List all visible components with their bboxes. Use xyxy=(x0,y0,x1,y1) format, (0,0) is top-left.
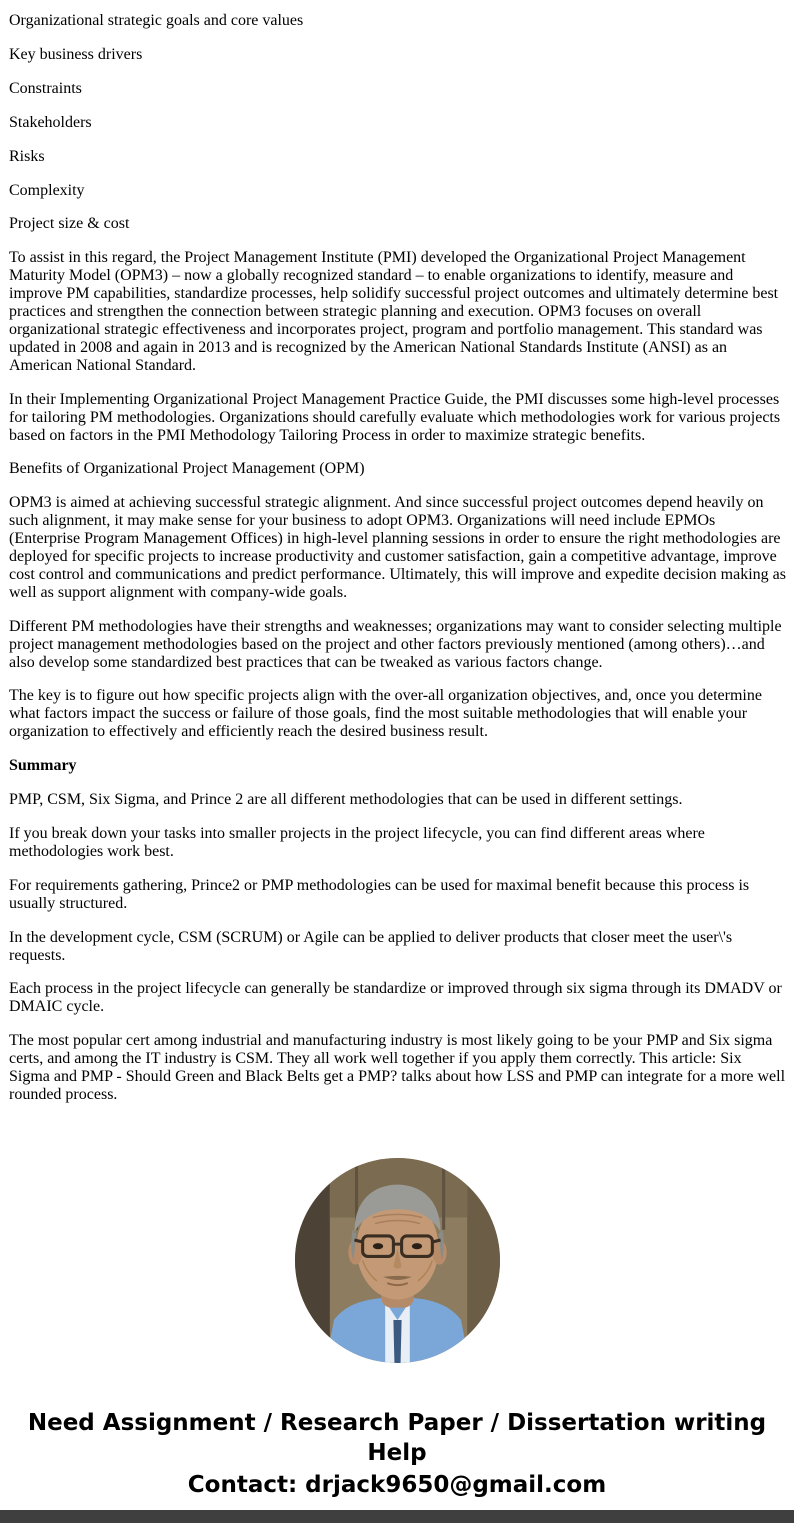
summary-paragraph-six-sigma: Each process in the project lifecycle can generally be standardize or improved through six sigma through its DMADV or DMAIC cycle. xyxy=(9,980,782,1016)
list-item-stakeholders: Stakeholders xyxy=(9,113,92,131)
author-photo-icon xyxy=(295,1158,500,1363)
list-item-risks: Risks xyxy=(9,147,45,165)
bottom-bar xyxy=(0,1510,794,1523)
paragraph-opm3-alignment: OPM3 is aimed at achieving successful strategic alignment. And since successful project outcomes depend heavily on such alignment, it may make sense for your business to adopt OPM3. Organizations will need include EPMOs (Enterprise Program Management Offices) in high-level planning sessions in order to ensure the right methodologies are deployed for specific projects to increase productivity and customer satisfaction, gain a competitive advantage, improve cost control and communications and predict performance. Ultimately, this will improve and expedite decision making as well as support alignment with company-wide goals. xyxy=(9,494,786,601)
list-item-constraints: Constraints xyxy=(9,79,82,97)
list-item-business-drivers: Key business drivers xyxy=(9,45,143,63)
footer-contact-email: Contact: drjack9650@gmail.com xyxy=(187,1471,607,1498)
paragraph-methodology-strengths: Different PM methodologies have their strengths and weaknesses; organizations may want to consider selecting multiple project management methodologies based on the project and other factors previously mentioned (among others)…and also develop some standardized best practices that can be tweaked as various factors change. xyxy=(9,617,782,671)
list-item-project-size-cost: Project size & cost xyxy=(9,215,130,233)
benefits-heading: Benefits of Organizational Project Management (OPM) xyxy=(9,460,365,478)
summary-paragraph-requirements: For requirements gathering, Prince2 or PMP methodologies can be used for maximal benefit because this process is usually structured. xyxy=(9,876,750,912)
footer-cta xyxy=(27,1409,767,1501)
paragraph-practice-guide: In their Implementing Organizational Project Management Practice Guide, the PMI discusses some high-level processes for tailoring PM methodologies. Organizations should carefully evaluate which methodologies work for various projects based on factors in the PMI Methodology Tailoring Process in order to maximize strategic benefits. xyxy=(9,390,781,444)
summary-paragraph-development: In the development cycle, CSM (SCRUM) or Agile can be applied to deliver products that closer meet the user\'s requests. xyxy=(9,928,733,964)
author-avatar xyxy=(295,1158,500,1363)
list-item-strategic-goals: Organizational strategic goals and core values xyxy=(9,12,304,29)
summary-paragraph-lifecycle: If you break down your tasks into smaller projects in the project lifecycle, you can find different areas where methodologies work best. xyxy=(9,825,705,860)
summary-paragraph-popular-certs: The most popular cert among industrial and manufacturing industry is most likely going to be your PMP and Six sigma certs, and among the IT industry is CSM. They all work well together if you apply them correctly. This article: Six Sigma and PMP - Should Green and Black Belts get a PMP? talks about how LSS and PMP can integrate for a more well rounded process. xyxy=(9,1032,786,1103)
summary-heading: Summary xyxy=(9,757,77,775)
summary-paragraph-methodologies: PMP, CSM, Six Sigma, and Prince 2 are all different methodologies that can be used in different settings. xyxy=(9,791,683,809)
footer-cta-heading: Need Assignment / Research Paper / Dissertation writing Help xyxy=(27,1409,767,1466)
paragraph-key-alignment: The key is to figure out how specific projects align with the over-all organization objectives, and, once you determine what factors impact the success or failure of those goals, find the most suitable methodologies that will enable your organization to effectively and efficiently reach the desired business result. xyxy=(9,687,762,741)
list-item-complexity: Complexity xyxy=(9,181,85,199)
paragraph-opm3-intro: To assist in this regard, the Project Management Institute (PMI) developed the Organizational Project Management Maturity Model (OPM3) – now a globally recognized standard – to enable organizations to identify, measure and improve PM capabilities, standardize processes, help solidify successful project outcomes and ultimately determine best practices and strengthen the connection between strategic planning and execution. OPM3 focuses on overall organizational strategic effectiveness and incorporates project, program and portfolio management. This standard was updated in 2008 and again in 2013 and is recognized by the American National Standards Institute (ANSI) as an American National Standard. xyxy=(9,249,779,374)
